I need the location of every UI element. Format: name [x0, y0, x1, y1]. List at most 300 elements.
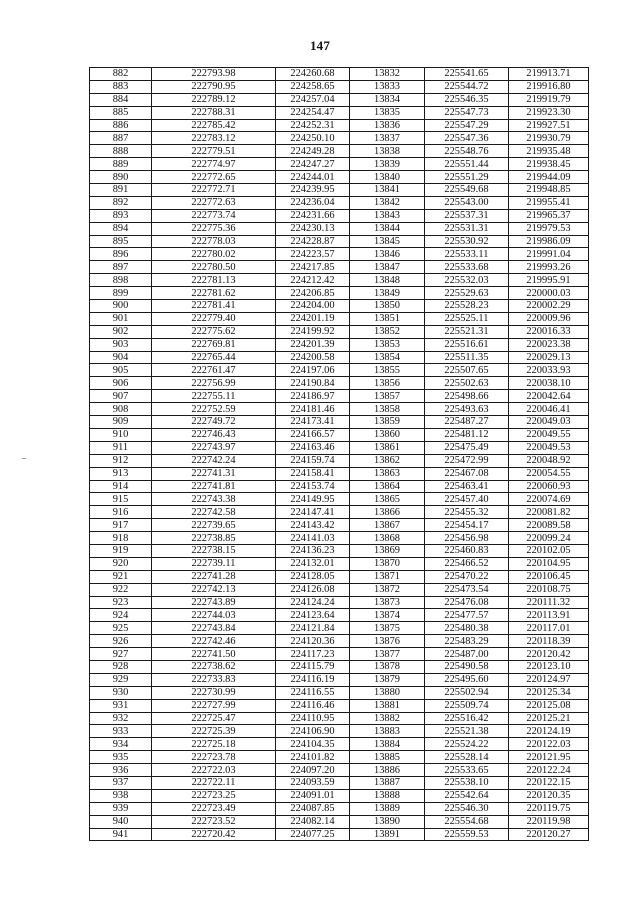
x-coordinate-cell-2: 225521.31 — [425, 325, 509, 338]
y-coordinate-cell-2: 220124.97 — [509, 673, 589, 686]
point-number-cell-2: 13849 — [350, 287, 425, 300]
table-row — [90, 596, 589, 609]
x-coordinate-cell: 222783.12 — [152, 132, 276, 145]
x-coordinate-cell: 222779.40 — [152, 312, 276, 325]
table-row — [90, 261, 589, 274]
x-coordinate-cell-2: 225554.68 — [425, 815, 509, 828]
y-coordinate-cell: 224231.66 — [276, 209, 350, 222]
y-coordinate-cell-2: 220042.64 — [509, 390, 589, 403]
y-coordinate-cell-2: 219948.85 — [509, 184, 589, 197]
point-number-cell: 886 — [90, 119, 152, 132]
x-coordinate-cell-2: 225487.00 — [425, 648, 509, 661]
point-number-cell-2: 13881 — [350, 699, 425, 712]
point-number-cell-2: 13859 — [350, 416, 425, 429]
x-coordinate-cell-2: 225455.32 — [425, 506, 509, 519]
table-row — [90, 660, 589, 673]
y-coordinate-cell-2: 219935.48 — [509, 145, 589, 158]
x-coordinate-cell-2: 225495.60 — [425, 673, 509, 686]
table-row — [90, 377, 589, 390]
table-row — [90, 583, 589, 596]
x-coordinate-cell-2: 225521.38 — [425, 725, 509, 738]
table-row — [90, 764, 589, 777]
point-number-cell-2: 13847 — [350, 261, 425, 274]
y-coordinate-cell-2: 219993.26 — [509, 261, 589, 274]
y-coordinate-cell: 224201.39 — [276, 338, 350, 351]
x-coordinate-cell-2: 225460.83 — [425, 544, 509, 557]
point-number-cell-2: 13843 — [350, 209, 425, 222]
y-coordinate-cell-2: 220060.93 — [509, 480, 589, 493]
y-coordinate-cell-2: 220023.38 — [509, 338, 589, 351]
point-number-cell-2: 13871 — [350, 570, 425, 583]
y-coordinate-cell: 224258.65 — [276, 80, 350, 93]
point-number-cell-2: 13888 — [350, 789, 425, 802]
point-number-cell-2: 13852 — [350, 325, 425, 338]
table-row — [90, 725, 589, 738]
x-coordinate-cell-2: 225528.14 — [425, 751, 509, 764]
point-number-cell: 907 — [90, 390, 152, 403]
y-coordinate-cell-2: 220122.24 — [509, 764, 589, 777]
point-number-cell: 897 — [90, 261, 152, 274]
table-row — [90, 300, 589, 313]
y-coordinate-cell-2: 219944.09 — [509, 171, 589, 184]
y-coordinate-cell-2: 220099.24 — [509, 532, 589, 545]
x-coordinate-cell: 222772.71 — [152, 184, 276, 197]
table-row — [90, 441, 589, 454]
x-coordinate-cell-2: 225481.12 — [425, 428, 509, 441]
x-coordinate-cell: 222755.11 — [152, 390, 276, 403]
x-coordinate-cell: 222733.83 — [152, 673, 276, 686]
y-coordinate-cell: 224132.01 — [276, 557, 350, 570]
x-coordinate-cell: 222773.74 — [152, 209, 276, 222]
table-row — [90, 635, 589, 648]
point-number-cell: 933 — [90, 725, 152, 738]
x-coordinate-cell: 222722.11 — [152, 776, 276, 789]
x-coordinate-cell-2: 225544.72 — [425, 80, 509, 93]
point-number-cell-2: 13862 — [350, 454, 425, 467]
table-row — [90, 248, 589, 261]
x-coordinate-cell-2: 225543.00 — [425, 196, 509, 209]
point-number-cell: 902 — [90, 325, 152, 338]
point-number-cell-2: 13851 — [350, 312, 425, 325]
table-row — [90, 171, 589, 184]
point-number-cell: 891 — [90, 184, 152, 197]
point-number-cell: 904 — [90, 351, 152, 364]
y-coordinate-cell-2: 219930.79 — [509, 132, 589, 145]
x-coordinate-cell-2: 225509.74 — [425, 699, 509, 712]
point-number-cell-2: 13860 — [350, 428, 425, 441]
x-coordinate-cell-2: 225466.52 — [425, 557, 509, 570]
table-row — [90, 532, 589, 545]
y-coordinate-cell-2: 220074.69 — [509, 493, 589, 506]
x-coordinate-cell: 222742.58 — [152, 506, 276, 519]
y-coordinate-cell-2: 219955.41 — [509, 196, 589, 209]
x-coordinate-cell: 222739.65 — [152, 519, 276, 532]
table-row — [90, 274, 589, 287]
point-number-cell: 920 — [90, 557, 152, 570]
x-coordinate-cell-2: 225463.41 — [425, 480, 509, 493]
y-coordinate-cell: 224204.00 — [276, 300, 350, 313]
x-coordinate-cell-2: 225533.68 — [425, 261, 509, 274]
x-coordinate-cell: 222780.50 — [152, 261, 276, 274]
x-coordinate-cell-2: 225502.63 — [425, 377, 509, 390]
y-coordinate-cell-2: 220122.15 — [509, 776, 589, 789]
y-coordinate-cell: 224123.64 — [276, 609, 350, 622]
y-coordinate-cell-2: 220117.01 — [509, 622, 589, 635]
point-number-cell-2: 13845 — [350, 235, 425, 248]
y-coordinate-cell: 224124.24 — [276, 596, 350, 609]
y-coordinate-cell-2: 219995.91 — [509, 274, 589, 287]
y-coordinate-cell-2: 220125.21 — [509, 712, 589, 725]
y-coordinate-cell: 224239.95 — [276, 184, 350, 197]
x-coordinate-cell: 222769.81 — [152, 338, 276, 351]
y-coordinate-cell-2: 220049.55 — [509, 428, 589, 441]
x-coordinate-cell-2: 225529.63 — [425, 287, 509, 300]
point-number-cell: 900 — [90, 300, 152, 313]
y-coordinate-cell-2: 220124.19 — [509, 725, 589, 738]
point-number-cell: 892 — [90, 196, 152, 209]
x-coordinate-cell-2: 225516.42 — [425, 712, 509, 725]
x-coordinate-cell-2: 225533.65 — [425, 764, 509, 777]
point-number-cell: 939 — [90, 802, 152, 815]
table-row — [90, 364, 589, 377]
table-row — [90, 428, 589, 441]
y-coordinate-cell: 224186.97 — [276, 390, 350, 403]
table-row — [90, 828, 589, 841]
point-number-cell-2: 13848 — [350, 274, 425, 287]
point-number-cell-2: 13880 — [350, 686, 425, 699]
y-coordinate-cell: 224159.74 — [276, 454, 350, 467]
point-number-cell: 898 — [90, 274, 152, 287]
y-coordinate-cell: 224197.06 — [276, 364, 350, 377]
table-row — [90, 68, 589, 81]
table-row — [90, 648, 589, 661]
y-coordinate-cell: 224166.57 — [276, 428, 350, 441]
y-coordinate-cell: 224230.13 — [276, 222, 350, 235]
y-coordinate-cell: 224097.20 — [276, 764, 350, 777]
x-coordinate-cell-2: 225472.99 — [425, 454, 509, 467]
point-number-cell-2: 13891 — [350, 828, 425, 841]
point-number-cell-2: 13863 — [350, 467, 425, 480]
point-number-cell: 914 — [90, 480, 152, 493]
y-coordinate-cell: 224121.84 — [276, 622, 350, 635]
point-number-cell: 896 — [90, 248, 152, 261]
y-coordinate-cell: 224190.84 — [276, 377, 350, 390]
y-coordinate-cell: 224149.95 — [276, 493, 350, 506]
table-row — [90, 570, 589, 583]
table-row — [90, 686, 589, 699]
x-coordinate-cell: 222793.98 — [152, 68, 276, 81]
y-coordinate-cell-2: 219938.45 — [509, 158, 589, 171]
x-coordinate-cell-2: 225498.66 — [425, 390, 509, 403]
table-row — [90, 454, 589, 467]
margin-mark — [22, 458, 26, 459]
y-coordinate-cell: 224106.90 — [276, 725, 350, 738]
point-number-cell-2: 13850 — [350, 300, 425, 313]
point-number-cell: 936 — [90, 764, 152, 777]
y-coordinate-cell: 224104.35 — [276, 738, 350, 751]
x-coordinate-cell: 222756.99 — [152, 377, 276, 390]
table-row — [90, 235, 589, 248]
x-coordinate-cell: 222772.65 — [152, 171, 276, 184]
point-number-cell-2: 13867 — [350, 519, 425, 532]
y-coordinate-cell: 224247.27 — [276, 158, 350, 171]
x-coordinate-cell-2: 225480.38 — [425, 622, 509, 635]
x-coordinate-cell: 222725.39 — [152, 725, 276, 738]
y-coordinate-cell: 224158.41 — [276, 467, 350, 480]
y-coordinate-cell: 224212.42 — [276, 274, 350, 287]
x-coordinate-cell: 222741.81 — [152, 480, 276, 493]
point-number-cell: 905 — [90, 364, 152, 377]
x-coordinate-cell-2: 225487.27 — [425, 416, 509, 429]
point-number-cell-2: 13841 — [350, 184, 425, 197]
y-coordinate-cell: 224236.04 — [276, 196, 350, 209]
y-coordinate-cell-2: 220120.42 — [509, 648, 589, 661]
x-coordinate-cell-2: 225507.65 — [425, 364, 509, 377]
y-coordinate-cell: 224101.82 — [276, 751, 350, 764]
x-coordinate-cell: 222752.59 — [152, 403, 276, 416]
x-coordinate-cell-2: 225538.10 — [425, 776, 509, 789]
x-coordinate-cell-2: 225530.92 — [425, 235, 509, 248]
y-coordinate-cell-2: 220122.03 — [509, 738, 589, 751]
table-row — [90, 712, 589, 725]
table-row — [90, 338, 589, 351]
point-number-cell: 912 — [90, 454, 152, 467]
y-coordinate-cell: 224143.42 — [276, 519, 350, 532]
point-number-cell: 885 — [90, 106, 152, 119]
y-coordinate-cell-2: 220029.13 — [509, 351, 589, 364]
x-coordinate-cell-2: 225524.22 — [425, 738, 509, 751]
page-number: 147 — [309, 38, 331, 53]
point-number-cell-2: 13837 — [350, 132, 425, 145]
y-coordinate-cell: 224136.23 — [276, 544, 350, 557]
y-coordinate-cell: 224116.19 — [276, 673, 350, 686]
y-coordinate-cell: 224115.79 — [276, 660, 350, 673]
point-number-cell: 882 — [90, 68, 152, 81]
y-coordinate-cell-2: 220102.05 — [509, 544, 589, 557]
point-number-cell: 925 — [90, 622, 152, 635]
x-coordinate-cell-2: 225525.11 — [425, 312, 509, 325]
point-number-cell-2: 13832 — [350, 68, 425, 81]
point-number-cell-2: 13839 — [350, 158, 425, 171]
point-number-cell: 924 — [90, 609, 152, 622]
point-number-cell-2: 13869 — [350, 544, 425, 557]
y-coordinate-cell-2: 220089.58 — [509, 519, 589, 532]
point-number-cell: 934 — [90, 738, 152, 751]
point-number-cell-2: 13842 — [350, 196, 425, 209]
y-coordinate-cell-2: 220104.95 — [509, 557, 589, 570]
point-number-cell: 903 — [90, 338, 152, 351]
y-coordinate-cell-2: 220111.32 — [509, 596, 589, 609]
x-coordinate-cell: 222775.62 — [152, 325, 276, 338]
x-coordinate-cell-2: 225541.65 — [425, 68, 509, 81]
y-coordinate-cell-2: 219919.79 — [509, 93, 589, 106]
point-number-cell: 911 — [90, 441, 152, 454]
x-coordinate-cell: 222790.95 — [152, 80, 276, 93]
point-number-cell: 909 — [90, 416, 152, 429]
table-row — [90, 506, 589, 519]
x-coordinate-cell: 222789.12 — [152, 93, 276, 106]
table-row — [90, 480, 589, 493]
y-coordinate-cell: 224091.01 — [276, 789, 350, 802]
x-coordinate-cell: 222746.43 — [152, 428, 276, 441]
point-number-cell-2: 13886 — [350, 764, 425, 777]
y-coordinate-cell: 224252.31 — [276, 119, 350, 132]
table-row — [90, 622, 589, 635]
y-coordinate-cell-2: 220054.55 — [509, 467, 589, 480]
y-coordinate-cell: 224077.25 — [276, 828, 350, 841]
x-coordinate-cell: 222738.85 — [152, 532, 276, 545]
table-row — [90, 351, 589, 364]
y-coordinate-cell: 224228.87 — [276, 235, 350, 248]
table-row — [90, 493, 589, 506]
point-number-cell: 899 — [90, 287, 152, 300]
x-coordinate-cell: 222723.52 — [152, 815, 276, 828]
y-coordinate-cell-2: 220118.39 — [509, 635, 589, 648]
x-coordinate-cell: 222781.62 — [152, 287, 276, 300]
y-coordinate-cell: 224257.04 — [276, 93, 350, 106]
point-number-cell: 895 — [90, 235, 152, 248]
x-coordinate-cell: 222738.62 — [152, 660, 276, 673]
y-coordinate-cell: 224163.46 — [276, 441, 350, 454]
y-coordinate-cell-2: 220106.45 — [509, 570, 589, 583]
y-coordinate-cell-2: 220048.92 — [509, 454, 589, 467]
y-coordinate-cell: 224199.92 — [276, 325, 350, 338]
y-coordinate-cell: 224223.57 — [276, 248, 350, 261]
x-coordinate-cell: 222720.42 — [152, 828, 276, 841]
x-coordinate-cell-2: 225549.68 — [425, 184, 509, 197]
table-row — [90, 519, 589, 532]
table-row — [90, 145, 589, 158]
table-row — [90, 815, 589, 828]
point-number-cell: 931 — [90, 699, 152, 712]
table-row — [90, 312, 589, 325]
y-coordinate-cell: 224128.05 — [276, 570, 350, 583]
x-coordinate-cell-2: 225457.40 — [425, 493, 509, 506]
point-number-cell-2: 13878 — [350, 660, 425, 673]
y-coordinate-cell: 224120.36 — [276, 635, 350, 648]
table-row — [90, 544, 589, 557]
y-coordinate-cell: 224206.85 — [276, 287, 350, 300]
table-row — [90, 789, 589, 802]
point-number-cell-2: 13856 — [350, 377, 425, 390]
y-coordinate-cell-2: 219923.30 — [509, 106, 589, 119]
y-coordinate-cell: 224249.28 — [276, 145, 350, 158]
point-number-cell: 913 — [90, 467, 152, 480]
y-coordinate-cell-2: 220123.10 — [509, 660, 589, 673]
table-row — [90, 751, 589, 764]
coordinates-table — [89, 67, 589, 841]
x-coordinate-cell-2: 225546.30 — [425, 802, 509, 815]
x-coordinate-cell-2: 225467.08 — [425, 467, 509, 480]
x-coordinate-cell-2: 225511.35 — [425, 351, 509, 364]
y-coordinate-cell-2: 220049.53 — [509, 441, 589, 454]
table-row — [90, 209, 589, 222]
x-coordinate-cell-2: 225547.36 — [425, 132, 509, 145]
point-number-cell: 919 — [90, 544, 152, 557]
point-number-cell-2: 13853 — [350, 338, 425, 351]
point-number-cell-2: 13890 — [350, 815, 425, 828]
x-coordinate-cell-2: 225548.76 — [425, 145, 509, 158]
point-number-cell: 908 — [90, 403, 152, 416]
table-row — [90, 93, 589, 106]
point-number-cell: 887 — [90, 132, 152, 145]
table-row — [90, 196, 589, 209]
point-number-cell: 888 — [90, 145, 152, 158]
x-coordinate-cell: 222727.99 — [152, 699, 276, 712]
x-coordinate-cell: 222730.99 — [152, 686, 276, 699]
point-number-cell: 922 — [90, 583, 152, 596]
y-coordinate-cell: 224181.46 — [276, 403, 350, 416]
point-number-cell-2: 13846 — [350, 248, 425, 261]
y-coordinate-cell-2: 220009.96 — [509, 312, 589, 325]
x-coordinate-cell: 222744.03 — [152, 609, 276, 622]
x-coordinate-cell: 222780.02 — [152, 248, 276, 261]
point-number-cell-2: 13876 — [350, 635, 425, 648]
x-coordinate-cell-2: 225533.11 — [425, 248, 509, 261]
x-coordinate-cell-2: 225551.29 — [425, 171, 509, 184]
x-coordinate-cell: 222722.03 — [152, 764, 276, 777]
point-number-cell-2: 13833 — [350, 80, 425, 93]
point-number-cell-2: 13868 — [350, 532, 425, 545]
y-coordinate-cell-2: 220046.41 — [509, 403, 589, 416]
point-number-cell: 883 — [90, 80, 152, 93]
x-coordinate-cell-2: 225547.29 — [425, 119, 509, 132]
y-coordinate-cell-2: 220120.35 — [509, 789, 589, 802]
y-coordinate-cell-2: 220125.08 — [509, 699, 589, 712]
table-row — [90, 390, 589, 403]
point-number-cell-2: 13870 — [350, 557, 425, 570]
point-number-cell-2: 13861 — [350, 441, 425, 454]
y-coordinate-cell-2: 219991.04 — [509, 248, 589, 261]
point-number-cell: 921 — [90, 570, 152, 583]
x-coordinate-cell-2: 225456.98 — [425, 532, 509, 545]
point-number-cell-2: 13834 — [350, 93, 425, 106]
coordinates-table-body — [90, 68, 589, 841]
x-coordinate-cell-2: 225477.57 — [425, 609, 509, 622]
point-number-cell-2: 13887 — [350, 776, 425, 789]
x-coordinate-cell: 222725.47 — [152, 712, 276, 725]
point-number-cell: 910 — [90, 428, 152, 441]
point-number-cell-2: 13883 — [350, 725, 425, 738]
y-coordinate-cell: 224082.14 — [276, 815, 350, 828]
point-number-cell: 929 — [90, 673, 152, 686]
x-coordinate-cell: 222788.31 — [152, 106, 276, 119]
x-coordinate-cell-2: 225470.22 — [425, 570, 509, 583]
x-coordinate-cell: 222743.89 — [152, 596, 276, 609]
point-number-cell-2: 13885 — [350, 751, 425, 764]
x-coordinate-cell: 222738.15 — [152, 544, 276, 557]
x-coordinate-cell: 222785.42 — [152, 119, 276, 132]
x-coordinate-cell-2: 225516.61 — [425, 338, 509, 351]
x-coordinate-cell-2: 225531.31 — [425, 222, 509, 235]
table-row — [90, 132, 589, 145]
x-coordinate-cell: 222772.63 — [152, 196, 276, 209]
x-coordinate-cell: 222742.24 — [152, 454, 276, 467]
y-coordinate-cell-2: 219979.53 — [509, 222, 589, 235]
point-number-cell: 927 — [90, 648, 152, 661]
y-coordinate-cell: 224117.23 — [276, 648, 350, 661]
y-coordinate-cell: 224217.85 — [276, 261, 350, 274]
point-number-cell-2: 13838 — [350, 145, 425, 158]
y-coordinate-cell-2: 219913.71 — [509, 68, 589, 81]
y-coordinate-cell-2: 220120.27 — [509, 828, 589, 841]
point-number-cell: 937 — [90, 776, 152, 789]
point-number-cell: 916 — [90, 506, 152, 519]
point-number-cell: 928 — [90, 660, 152, 673]
point-number-cell: 889 — [90, 158, 152, 171]
y-coordinate-cell-2: 220121.95 — [509, 751, 589, 764]
point-number-cell-2: 13854 — [350, 351, 425, 364]
